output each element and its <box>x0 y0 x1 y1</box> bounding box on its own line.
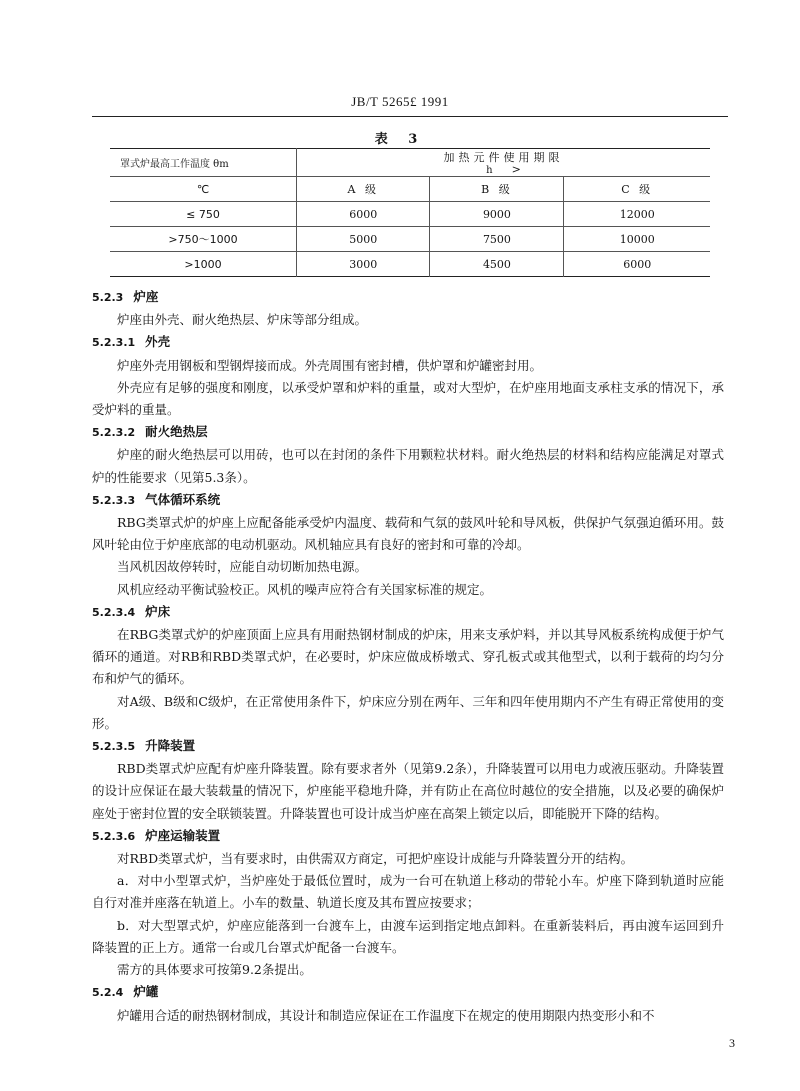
section-heading: 5.2.4 炉罐 <box>92 984 159 1000</box>
paragraph: 炉座由外壳、耐火绝热层、炉床等部分组成。 <box>117 312 368 328</box>
paragraph: RBD类罩式炉应配有炉座升降装置。除有要求者外（见第9.2条），升降装置可以用电力或液压驱动。升降装置的设计应保证在最大装载量的情况下，炉座能平稳地升降，并有防止在高位时越位的安全措施，以及必要的确保炉座处于密封位置的安全联锁装置。升降装置也可设计成当炉座在高架上锁定以后，即能脱开下降的结构。 <box>92 761 724 821</box>
list-item: a．对中小型罩式炉，当炉座处于最低位置时，成为一台可在轨道上移动的带轮小车。炉座下降到轨道时应能自行对准并座落在轨道上。小车的数量、轨道长度及其布置应按要求； <box>92 873 724 911</box>
level-c-header: C 级 <box>564 177 710 202</box>
section-heading: 5.2.3.3 气体循环系统 <box>92 491 221 507</box>
paragraph: 炉罐用合适的耐热钢材制成，其设计和制造应保证在工作温度下在规定的使用期限内热变形小和不 <box>117 1007 655 1023</box>
value-cell: 5000 <box>297 227 430 252</box>
paragraph: 当风机因故停转时，应能自动切断加热电源。 <box>117 559 368 575</box>
section-heading: 5.2.3.4 炉床 <box>92 603 171 619</box>
paragraph: 对A级、B级和C级炉，在正常使用条件下，炉床应分别在两年、三年和四年使用期内不产生有碍正常使用的变形。 <box>92 693 724 731</box>
temp-cell: >750～1000 <box>110 227 297 252</box>
section-heading: 5.2.3.5 升降装置 <box>92 738 196 754</box>
standard-code-header: JB/T 5265£ 1991 <box>351 94 449 109</box>
header-rule <box>92 116 728 117</box>
service-life-header <box>297 149 711 177</box>
document-body <box>92 286 724 1027</box>
value-cell: 12000 <box>564 202 710 227</box>
value-cell: 6000 <box>564 252 710 277</box>
table-3 <box>110 148 710 277</box>
paragraph: 外壳应有足够的强度和刚度，以承受炉罩和炉料的重量，或对大型炉，在炉座用地面支承柱支承的情况下，承受炉料的重量。 <box>92 379 724 418</box>
paragraph: 在RBG类罩式炉的炉座顶面上应具有用耐热钢材制成的炉床，用来支承炉料，并以其导风板系统构成便于炉气循环的通道。对RB和RBD类罩式炉，在必要时，炉床应做成桥墩式、穿孔板式或其他型式，以利于载荷的均匀分布和炉气的循环。 <box>92 627 724 687</box>
list-item: b．对大型罩式炉，炉座应能落到一台渡车上，由渡车运到指定地点卸料。在重新装料后，再由渡车运回到升降装置的正上方。通常一台或几台罩式炉配备一台渡车。 <box>92 917 724 955</box>
section-heading: 5.2.3.1 外壳 <box>92 334 171 350</box>
col0-header-line2: ℃ <box>110 177 297 202</box>
table-row <box>110 227 710 252</box>
value-cell: 9000 <box>430 202 564 227</box>
paragraph: 需方的具体要求可按第9.2条提出。 <box>117 962 312 978</box>
col0-header-line1: 罩式炉最高工作温度 θm <box>110 149 297 177</box>
page-number: 3 <box>729 1036 735 1050</box>
table-row <box>110 252 710 277</box>
section-heading: 5.2.3.6 炉座运输装置 <box>92 827 221 843</box>
service-life-arrow: > <box>511 163 521 176</box>
table-caption: 表 3 <box>374 132 426 147</box>
value-cell: 7500 <box>430 227 564 252</box>
value-cell: 10000 <box>564 227 710 252</box>
level-b-header: B 级 <box>430 177 564 202</box>
level-a-header: A 级 <box>297 177 430 202</box>
paragraph: 对RBD类罩式炉，当有要求时，由供需双方商定，可把炉座设计成能与升降装置分开的结构。 <box>117 851 634 867</box>
temp-cell: >1000 <box>110 252 297 277</box>
paragraph: 风机应经动平衡试验校正。风机的噪声应符合有关国家标准的规定。 <box>117 581 493 597</box>
paragraph: 炉座外壳用钢板和型钢焊接而成。外壳周围有密封槽，供炉罩和炉罐密封用。 <box>117 357 543 373</box>
section-heading: 5.2.3 炉座 <box>92 289 159 304</box>
section-heading: 5.2.3.2 耐火绝热层 <box>92 424 208 440</box>
value-cell: 3000 <box>297 252 430 277</box>
service-life-unit: h > <box>486 163 521 176</box>
service-life-title: 加热元件使用期限 <box>443 151 564 164</box>
paragraph: RBG类罩式炉的炉座上应配备能承受炉内温度、载荷和气氛的鼓风叶轮和导风板，供保护气氛强迫循环用。鼓风叶轮由位于炉座底部的电动机驱动。风机轴应具有良好的密封和可靠的冷却。 <box>92 515 724 553</box>
paragraph: 炉座的耐火绝热层可以用砖，也可以在封闭的条件下用颗粒状材料。耐火绝热层的材料和结构应能满足对罩式炉的性能要求（见第5.3条）。 <box>92 447 724 485</box>
value-cell: 6000 <box>297 202 430 227</box>
table-row <box>110 202 710 227</box>
value-cell: 4500 <box>430 252 564 277</box>
temp-cell: ≤ 750 <box>110 202 297 227</box>
